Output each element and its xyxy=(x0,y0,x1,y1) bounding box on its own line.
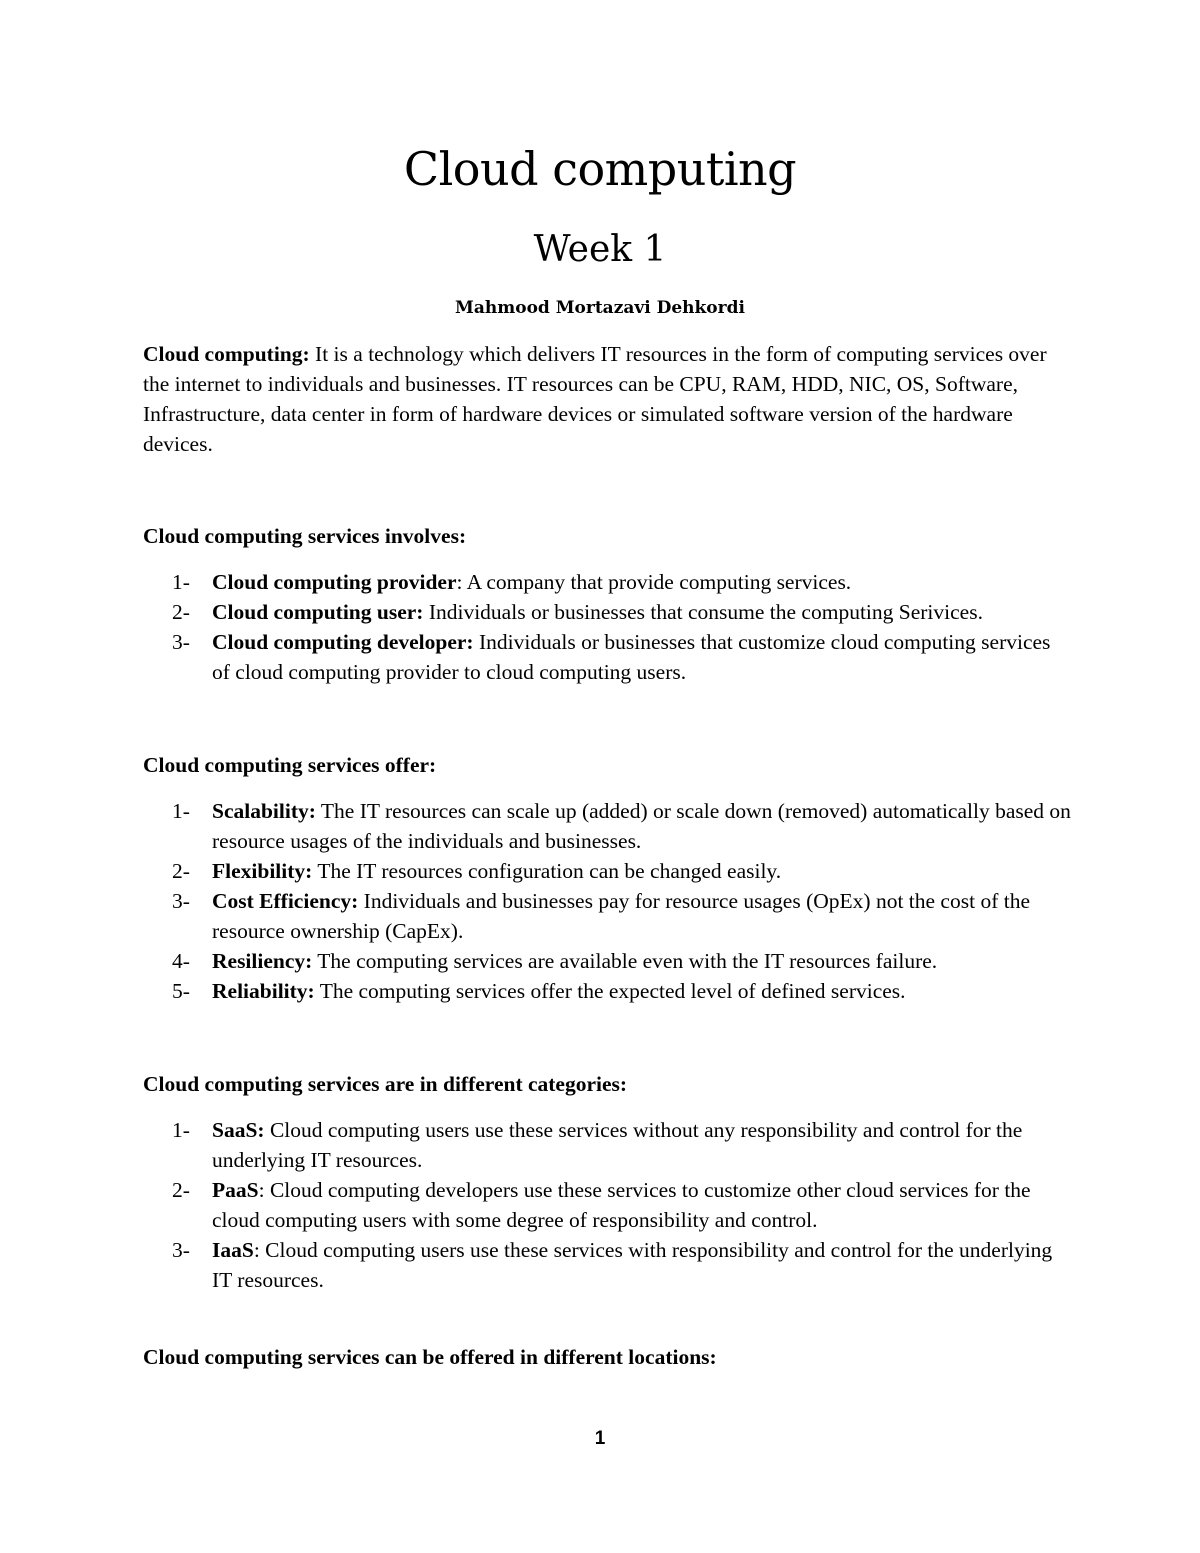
list-item xyxy=(143,796,1073,856)
list-term: Cloud computing provider xyxy=(212,570,457,594)
list-text: Individuals or businesses that consume the computing Serivices. xyxy=(423,600,983,624)
list-term: Scalability: xyxy=(212,799,316,823)
list-number: 3- xyxy=(172,889,190,913)
list-item xyxy=(143,567,1073,597)
list-text: The computing services are available even with the IT resources failure. xyxy=(312,949,938,973)
list-item xyxy=(143,1175,1073,1235)
list-item xyxy=(143,946,1073,976)
list-term: PaaS xyxy=(212,1178,259,1202)
list-text: Cloud computing users use these services without any responsibility and control for the underlying IT resources. xyxy=(212,1118,1023,1172)
page-number: 1 xyxy=(594,1428,606,1449)
list-categories xyxy=(143,1115,1073,1295)
list-text: The computing services offer the expected level of defined services. xyxy=(314,979,906,1003)
list-number: 1- xyxy=(172,1118,190,1142)
list-item xyxy=(143,597,1073,627)
list-text: The IT resources configuration can be changed easily. xyxy=(312,859,782,883)
intro-term: Cloud computing: xyxy=(143,342,310,366)
document-subtitle: Week 1 xyxy=(533,229,667,270)
list-term: IaaS xyxy=(212,1238,254,1262)
list-text: The IT resources can scale up (added) or scale down (removed) automatically based on resource usages of the individuals and businesses. xyxy=(212,799,1071,853)
list-number: 3- xyxy=(172,630,190,654)
list-item xyxy=(143,1115,1073,1175)
list-number: 2- xyxy=(172,859,190,883)
section-heading-locations: Cloud computing services can be offered in different locations: xyxy=(143,1345,717,1369)
list-term: Cloud computing user: xyxy=(212,600,424,624)
list-offer xyxy=(143,796,1073,1006)
list-term: SaaS: xyxy=(212,1118,265,1142)
list-text: Individuals or businesses that customize cloud computing services of cloud computing provider to cloud computing users. xyxy=(212,630,1051,684)
list-text: Individuals and businesses pay for resource usages (OpEx) not the cost of the resource ownership (CapEx). xyxy=(212,889,1030,943)
list-number: 5- xyxy=(172,979,190,1003)
list-term: Cost Efficiency: xyxy=(212,889,359,913)
list-term: Flexibility: xyxy=(212,859,313,883)
section-heading-categories: Cloud computing services are in different categories: xyxy=(143,1072,628,1096)
list-item xyxy=(143,856,1073,886)
list-term: Cloud computing developer: xyxy=(212,630,474,654)
list-term: Reliability: xyxy=(212,979,315,1003)
list-text: : A company that provide computing services. xyxy=(456,570,852,594)
intro-text: It is a technology which delivers IT resources in the form of computing services over the internet to individuals and businesses. IT resources can be CPU, RAM, HDD, NIC, OS, Software, Infrastructure, data center in form of hardware devices or simulated software version of the hardware devices. xyxy=(143,342,1047,456)
document-author: Mahmood Mortazavi Dehkordi xyxy=(455,298,745,318)
list-involves xyxy=(143,567,1073,687)
list-number: 4- xyxy=(172,949,190,973)
document-title: Cloud computing xyxy=(403,142,797,196)
section-heading-offer: Cloud computing services offer: xyxy=(143,753,437,777)
intro-paragraph xyxy=(143,339,1073,459)
list-term: Resiliency: xyxy=(212,949,313,973)
list-number: 2- xyxy=(172,600,190,624)
list-text: : Cloud computing users use these services with responsibility and control for the underlying IT resources. xyxy=(212,1238,1053,1292)
list-item xyxy=(143,627,1073,687)
section-heading-involves: Cloud computing services involves: xyxy=(143,524,467,548)
list-text: : Cloud computing developers use these services to customize other cloud services for the cloud computing users with some degree of responsibility and control. xyxy=(212,1178,1031,1232)
list-item xyxy=(143,1235,1073,1295)
list-number: 3- xyxy=(172,1238,190,1262)
list-number: 2- xyxy=(172,1178,190,1202)
list-number: 1- xyxy=(172,799,190,823)
list-item xyxy=(143,976,1073,1006)
list-number: 1- xyxy=(172,570,190,594)
list-item xyxy=(143,886,1073,946)
